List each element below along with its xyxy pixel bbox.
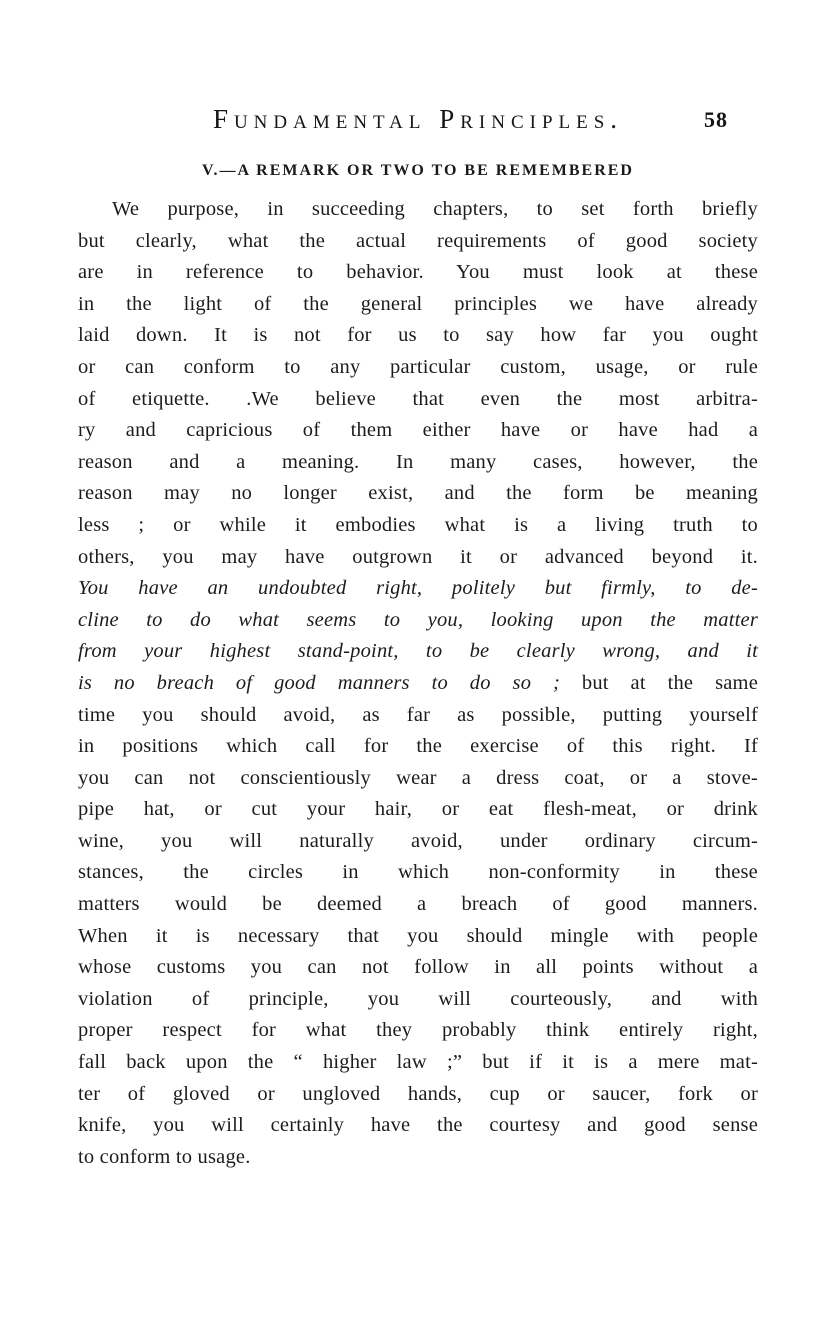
page-title: Fundamental Principles. xyxy=(212,104,624,134)
body-text-italic: You have an undoubted right, politely but firmly, to de- xyxy=(78,577,758,600)
body-text: We purpose, in succeeding chapters, to set forth briefly xyxy=(112,198,758,220)
body-line xyxy=(78,605,758,637)
body-text: you can not conscientiously wear a dress coat, or a stove- xyxy=(78,766,758,789)
body-line xyxy=(78,700,758,732)
body-line xyxy=(78,289,758,321)
body-text: stances, the circles in which non-conformity in these xyxy=(78,861,758,884)
body-line xyxy=(78,478,758,510)
body-line xyxy=(78,731,758,763)
body-line xyxy=(78,763,758,795)
body-text: pipe hat, or cut your hair, or eat flesh-meat, or drink xyxy=(78,798,758,821)
body-text: ry and capricious of them either have or have had a xyxy=(78,419,758,442)
body-text: ter of gloved or ungloved hands, cup or saucer, fork or xyxy=(78,1082,758,1105)
body-line xyxy=(78,194,758,226)
body-text: knife, you will certainly have the courtesy and good sense xyxy=(78,1114,758,1137)
body-line xyxy=(78,542,758,574)
body-text: time you should avoid, as far as possible, putting yourself xyxy=(78,703,758,726)
body-line xyxy=(78,857,758,889)
body-text: others, you may have outgrown it or advanced beyond it. xyxy=(78,545,758,568)
section-heading: V.—A REMARK OR TWO TO BE REMEMBERED xyxy=(202,162,634,179)
body-line xyxy=(78,447,758,479)
running-header xyxy=(78,104,758,135)
body-line xyxy=(78,794,758,826)
body-line xyxy=(78,889,758,921)
body-text-italic: cline to do what seems to you, looking upon the matter xyxy=(78,608,758,631)
body-text: but clearly, what the actual requirements of good society xyxy=(78,229,758,252)
body-text-italic: is no breach of good manners to do so ; xyxy=(78,671,582,694)
body-text: When it is necessary that you should mingle with people xyxy=(78,924,758,947)
body-line xyxy=(78,1015,758,1047)
body-line xyxy=(78,668,758,700)
body-line xyxy=(78,352,758,384)
body-line xyxy=(78,573,758,605)
body-text: whose customs you can not follow in all points without a xyxy=(78,956,758,979)
body-line xyxy=(78,826,758,858)
body-line xyxy=(78,510,758,542)
body-text: proper respect for what they probably think entirely right, xyxy=(78,1019,758,1042)
body-text: but at the same xyxy=(581,671,758,694)
body-line xyxy=(78,1047,758,1079)
body-line xyxy=(78,257,758,289)
body-text: or can conform to any particular custom, usage, or rule xyxy=(78,355,758,378)
body-text: laid down. It is not for us to say how far you ought xyxy=(78,324,758,347)
body-text: to conform to usage. xyxy=(78,1145,251,1168)
body-line xyxy=(78,952,758,984)
body-line xyxy=(78,320,758,352)
body-text: matters would be deemed a breach of good manners. xyxy=(78,893,758,916)
body-text: fall back upon the “ higher law ;” but if it is a mere mat- xyxy=(78,1051,758,1074)
body-text: less ; or while it embodies what is a living truth to xyxy=(78,513,758,536)
body-line xyxy=(78,226,758,258)
body-line xyxy=(78,1142,758,1174)
body-text: are in reference to behavior. You must look at these xyxy=(78,261,758,284)
body-text: in the light of the general principles we have already xyxy=(78,292,758,315)
body-text: wine, you will naturally avoid, under ordinary circum- xyxy=(78,829,758,852)
body-line xyxy=(78,384,758,416)
body-line xyxy=(78,636,758,668)
body-text: violation of principle, you will courteously, and with xyxy=(78,987,758,1010)
body-line xyxy=(78,1079,758,1111)
page-body xyxy=(78,194,758,1173)
body-text: reason and a meaning. In many cases, however, the xyxy=(78,450,758,473)
body-text-italic: from your highest stand-point, to be clearly wrong, and it xyxy=(78,640,758,663)
body-line xyxy=(78,415,758,447)
body-text: in positions which call for the exercise of this right. If xyxy=(78,735,758,758)
body-text: of etiquette. .We believe that even the most arbitra- xyxy=(78,387,758,410)
body-line xyxy=(78,984,758,1016)
body-text: reason may no longer exist, and the form be meaning xyxy=(78,482,758,505)
body-line xyxy=(78,921,758,953)
body-line xyxy=(78,1110,758,1142)
page-number: 58 xyxy=(704,107,728,132)
